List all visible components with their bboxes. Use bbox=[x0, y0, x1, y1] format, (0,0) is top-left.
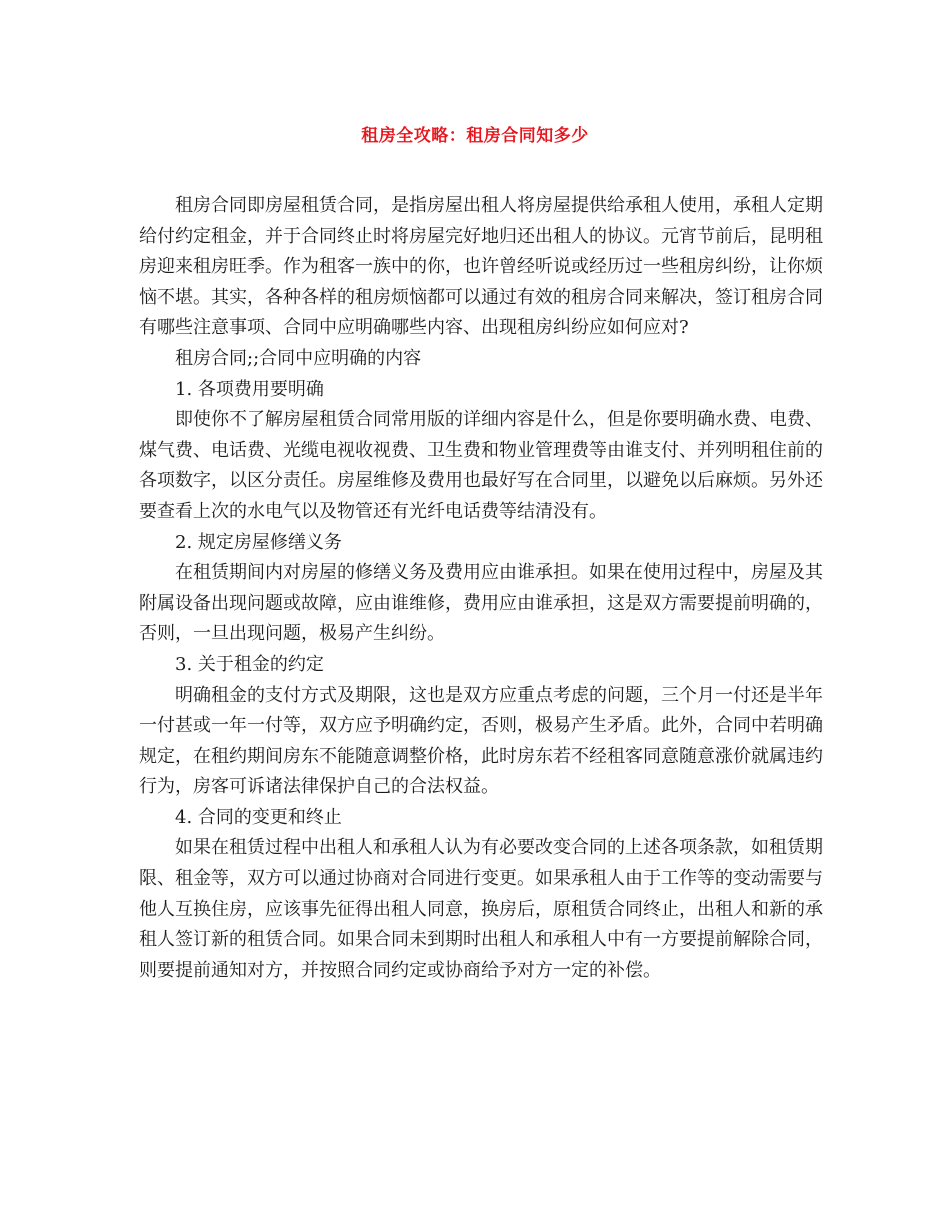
paragraph-intro: 租房合同即房屋租赁合同，是指房屋出租人将房屋提供给承租人使用，承租人定期给付约定租金，并于合同终止时将房屋完好地归还出租人的协议。元宵节前后，昆明租房迎来租房旺季。作为租客一族中的你，也许曾经听说或经历过一些租房纠纷，让你烦恼不堪。其实，各种各样的租房烦恼都可以通过有效的租房合同来解决，签订租房合同有哪些注意事项、合同中应明确哪些内容、出现租房纠纷应如何应对? bbox=[139, 195, 823, 339]
document-title: 租房全攻略：租房合同知多少 bbox=[361, 126, 589, 146]
paragraph-item-1-body: 即使你不了解房屋租赁合同常用版的详细内容是什么，但是你要明确水费、电费、煤气费、电话费、光缆电视收视费、卫生费和物业管理费等由谁支付、并列明租住前的各项数字，以区分责任。房屋维修及费用也最好写在合同里，以避免以后麻烦。另外还要查看上次的水电气以及物管还有光纤电话费等结清没有。 bbox=[139, 409, 823, 522]
paragraph-item-3-body: 明确租金的支付方式及期限，这也是双方应重点考虑的问题，三个月一付还是半年一付甚或一年一付等，双方应予明确约定，否则，极易产生矛盾。此外，合同中若明确规定，在租约期间房东不能随意调整价格，此时房东若不经租客同意随意涨价就属违约行为，房客可诉诸法律保护自己的合法权益。 bbox=[139, 684, 823, 798]
paragraph-item-1-heading: 1. 各项费用要明确 bbox=[175, 378, 324, 400]
paragraph-item-3-heading: 3. 关于租金的约定 bbox=[175, 653, 324, 675]
paragraph-item-2-body: 在租赁期间内对房屋的修缮义务及费用应由谁承担。如果在使用过程中，房屋及其附属设备出现问题或故障，应由谁维修，费用应由谁承担，这是双方需要提前明确的，否则，一旦出现问题，极易产生纠纷。 bbox=[139, 562, 823, 645]
paragraph-section-heading: 租房合同;;合同中应明确的内容 bbox=[175, 347, 422, 369]
paragraph-item-4-heading: 4. 合同的变更和终止 bbox=[175, 806, 342, 828]
paragraph-item-2-heading: 2. 规定房屋修缮义务 bbox=[175, 531, 342, 553]
document-body bbox=[139, 191, 823, 986]
paragraph-item-4-body: 如果在租赁过程中出租人和承租人认为有必要改变合同的上述各项条款，如租赁期限、租金等，双方可以通过协商对合同进行变更。如果承租人由于工作等的变动需要与他人互换住房，应该事先征得出租人同意，换房后，原租赁合同终止，出租人和新的承租人签订新的租赁合同。如果合同未到期时出租人和承租人中有一方要提前解除合同，则要提前通知对方，并按照合同约定或协商给予对方一定的补偿。 bbox=[139, 837, 823, 981]
